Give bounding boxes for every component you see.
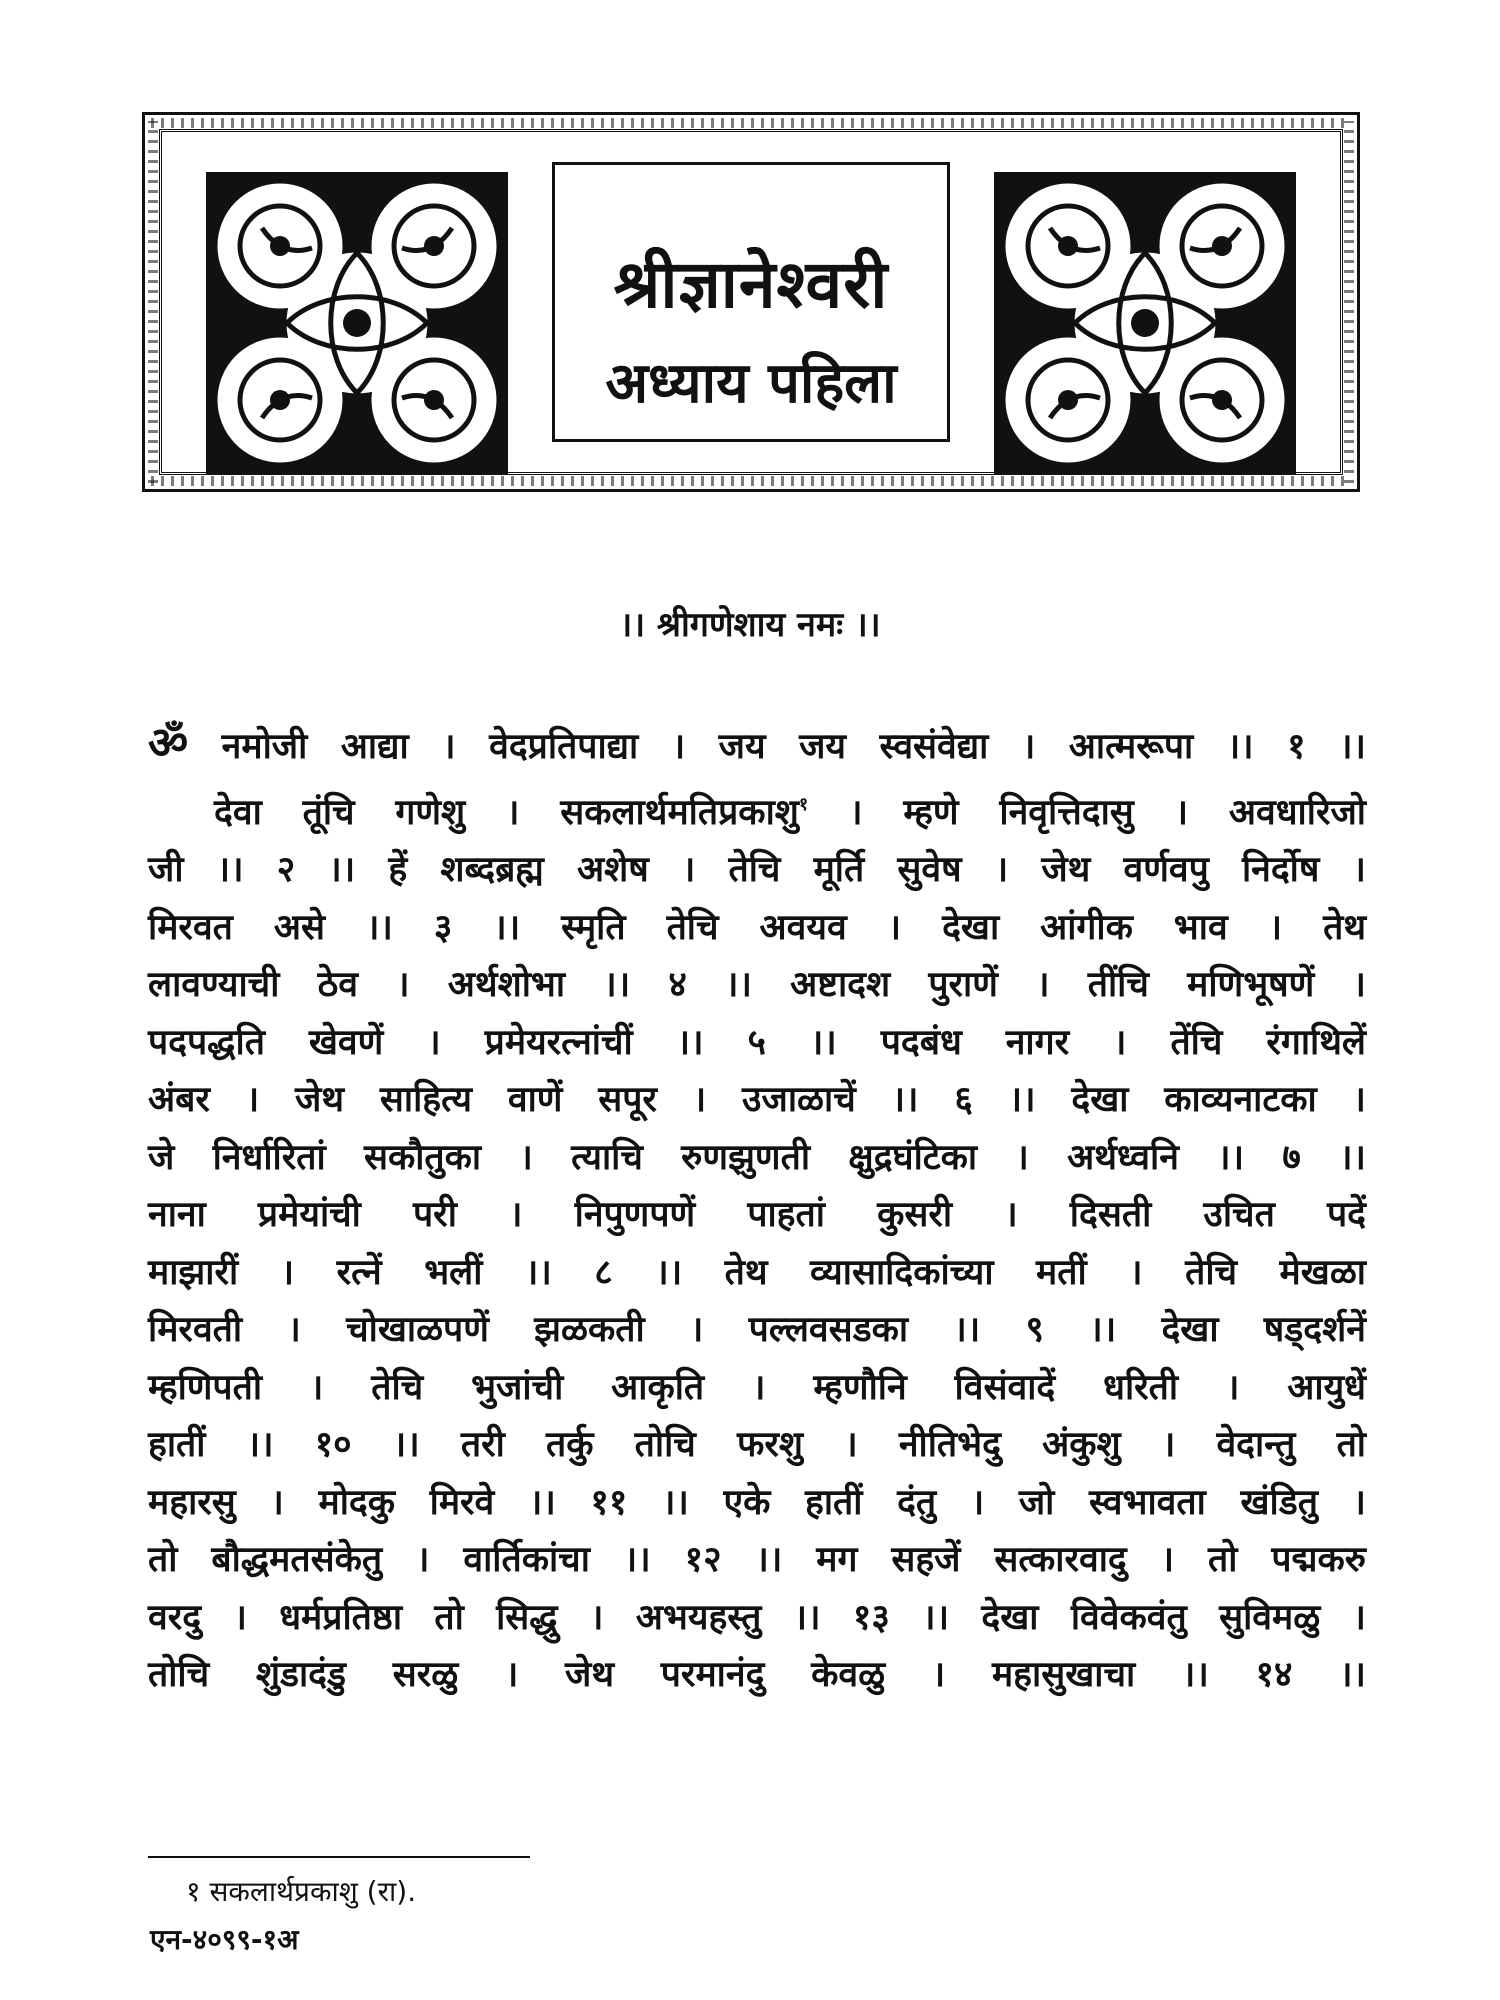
verse-line: तोचि शुंडादंडु सरळु । जेथ परमानंदु केवळु । महासुखाचा ।। १४ ।। bbox=[148, 1654, 1366, 1695]
verse-line: माझारीं । रत्नें भलीं ।। ८ ।। तेथ व्यासादिकांच्या मतीं । तेचि मेखळा bbox=[148, 1251, 1366, 1293]
verse-line: जी ।। २ ।। हें शब्दब्रह्म अशेष । तेचि मूर्ति सुवेष । जेथ वर्णवपु निर्दोष । bbox=[148, 849, 1366, 890]
inner-frame bbox=[159, 129, 1343, 475]
right-border-ornament bbox=[1344, 121, 1354, 483]
verse-line: मिरवती । चोखाळपणें झळकती । पल्लवसडका ।। ९ ।। देखा षड्दर्शनें bbox=[148, 1309, 1366, 1350]
footnote-divider bbox=[148, 1856, 530, 1858]
verse-line: मिरवत असे ।। ३ ।। स्मृति तेचि अवयव । देखा आंगीक भाव । तेथ bbox=[148, 906, 1366, 948]
chapter-subtitle: अध्याय पहिला bbox=[605, 351, 897, 416]
invocation-line: ।। श्रीगणेशाय नमः ।। bbox=[619, 605, 881, 645]
page-title: श्रीज्ञानेश्वरी bbox=[613, 246, 889, 323]
verse-line: लावण्याची ठेव । अर्थशोभा ।। ४ ।। अष्टादश पुराणें । तींचि मणिभूषणें । bbox=[148, 964, 1366, 1005]
verse-line-1 bbox=[148, 715, 1366, 776]
verse-line: म्हणिपती । तेचि भुजांची आकृति । म्हणौनि विसंवादें धरिती । आयुधें bbox=[148, 1366, 1366, 1408]
verse-line: वरदु । धर्मप्रतिष्ठा तो सिद्धु । अभयहस्तु ।। १३ ।। देखा विवेकवंतु सुविमळु । bbox=[148, 1596, 1366, 1638]
verse-line: जे निर्धारितां सकौतुका । त्याचि रुणझुणती क्षुद्रघंटिका । अर्थध्वनि ।। ७ ।। bbox=[148, 1136, 1366, 1178]
verse-line: नाना प्रमेयांची परी । निपुणपणें पाहतां कुसरी । दिसती उचित पदें bbox=[148, 1194, 1366, 1235]
verse-line-2-text-b: । म्हणे निवृत्तिदासु । अवधारिजो bbox=[808, 791, 1367, 833]
verse-line: महारसु । मोदकु मिरवे ।। ११ ।। एके हातीं दंतु । जो स्वभावता खंडितु । bbox=[148, 1481, 1366, 1523]
top-border-ornament bbox=[151, 118, 1351, 128]
verse-line-1-text: नमोजी आद्या । वेदप्रतिपाद्या । जय जय स्वसंवेद्या । आत्मरूपा ।। १ ।। bbox=[221, 726, 1366, 767]
verse-line-2-text-a: देवा तूंचि गणेशु । सकलार्थमतिप्रकाशु bbox=[214, 791, 799, 833]
om-symbol: ॐ bbox=[148, 718, 189, 769]
verse-line: पदपद्धति खेवणें । प्रमेयरत्नांचीं ।। ५ ।। पदबंध नागर । तेंचि रंगाथिलें bbox=[148, 1021, 1366, 1063]
verse-text bbox=[148, 715, 1366, 1704]
verse-line: हातीं ।। १० ।। तरी तर्कु तोचि फरशु । नीतिभेदु अंकुशु । वेदान्तु तो bbox=[148, 1424, 1366, 1465]
verse-line: अंबर । जेथ साहित्य वाणें सपूर । उजाळाचें ।। ६ ।। देखा काव्यनाटका । bbox=[148, 1079, 1366, 1120]
verse-line-2 bbox=[148, 776, 1366, 842]
left-floral-ornament bbox=[202, 168, 512, 478]
footnote: १ सकलार्थप्रकाशु (रा). bbox=[186, 1875, 417, 1908]
footnote-marker: १ bbox=[798, 793, 809, 815]
printer-imprint: एन-४०९९-१अ bbox=[150, 1923, 299, 1956]
title-box bbox=[552, 162, 950, 442]
title-ornamental-frame bbox=[142, 112, 1360, 492]
right-floral-ornament bbox=[990, 168, 1300, 478]
verse-line: तो बौद्धमतसंकेतु । वार्तिकांचा ।। १२ ।। मग सहजें सत्कारवादु । तो पद्मकरु bbox=[148, 1539, 1366, 1580]
left-border-ornament bbox=[148, 121, 158, 483]
